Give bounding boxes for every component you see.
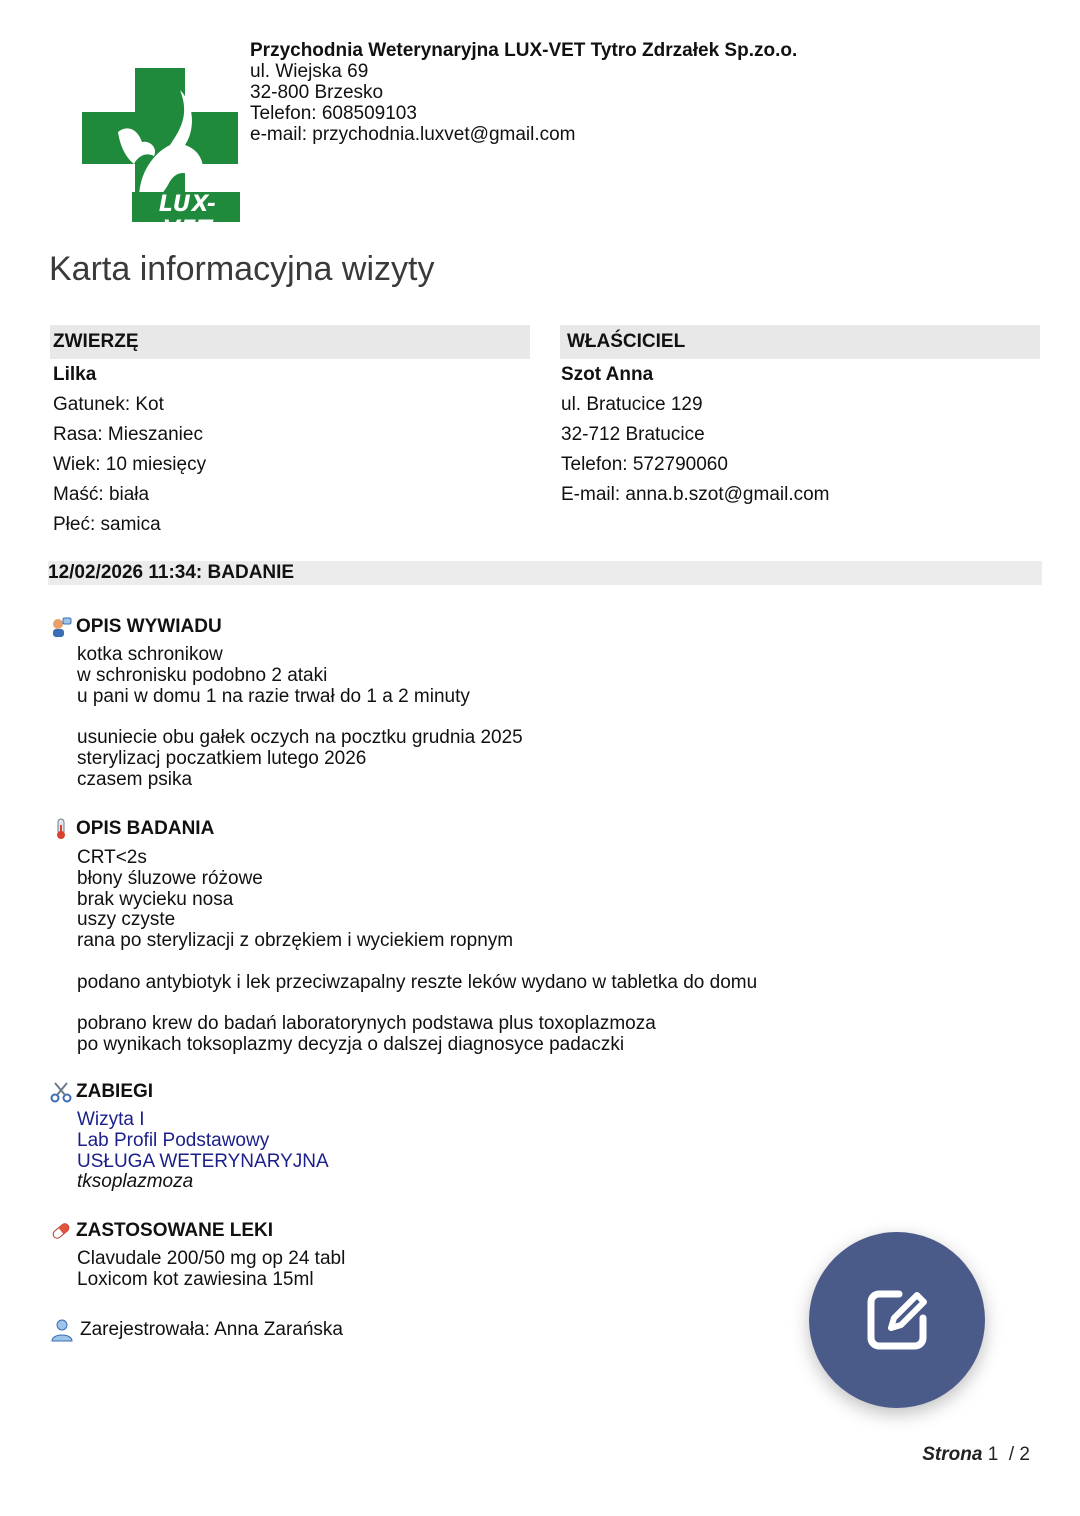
owner-phone: Telefon: 572790060 <box>561 454 728 475</box>
page-current: 1 <box>987 1444 999 1465</box>
drugs-heading: ZASTOSOWANE LEKI <box>76 1220 274 1241</box>
scissors-icon <box>50 1081 72 1103</box>
interview-line: usuniecie obu gałek oczych na pocztku grudnia 2025 <box>77 727 523 749</box>
page-separator: / <box>1008 1444 1015 1465</box>
interview-text <box>77 645 523 791</box>
user-icon <box>50 1318 74 1342</box>
procedures-list <box>77 1110 329 1193</box>
page-indicator <box>922 1444 1030 1466</box>
visit-header: 12/02/2026 11:34: BADANIE <box>48 561 1042 585</box>
interview-line: w schronisku podobno 2 ataki <box>77 664 328 686</box>
animal-age: Wiek: 10 miesięcy <box>53 454 207 475</box>
exam-line: podano antybiotyk i lek przeciwzapalny reszte leków wydano w tabletka do domu <box>77 971 758 993</box>
clinic-phone: Telefon: 608509103 <box>250 103 417 124</box>
exam-line: CRT<2s <box>77 847 147 868</box>
drugs-section-heading <box>50 1220 273 1242</box>
procedure-item: Lab Profil Podstawowy <box>77 1129 270 1151</box>
interview-heading: OPIS WYWIADU <box>76 616 222 637</box>
owner-details <box>561 362 830 512</box>
exam-line: brak wycieku nosa <box>77 888 234 910</box>
procedure-item: USŁUGA WETERYNARYJNA <box>77 1150 329 1172</box>
interview-line: czasem psika <box>77 768 193 790</box>
interview-section-heading <box>50 616 222 638</box>
animal-color: Maść: biała <box>53 484 150 505</box>
registered-by <box>50 1318 343 1342</box>
edit-button[interactable] <box>809 1232 985 1408</box>
animal-name: Lilka <box>53 364 97 385</box>
owner-city: 32-712 Bratucice <box>561 424 705 445</box>
animal-heading: ZWIERZĘ <box>50 325 530 359</box>
interview-icon <box>50 616 72 638</box>
page-title: Karta informacyjna wizyty <box>49 250 435 288</box>
clinic-email: e-mail: przychodnia.luxvet@gmail.com <box>250 124 576 145</box>
exam-line: po wynikach toksoplazmy decyzja o dalszej diagnosyce padaczki <box>77 1034 625 1056</box>
animal-sex: Płeć: samica <box>53 514 161 535</box>
procedure-item: Wizyta I <box>77 1109 145 1130</box>
animal-breed: Rasa: Mieszaniec <box>53 424 203 445</box>
exam-text <box>77 848 757 1056</box>
owner-street: ul. Bratucice 129 <box>561 394 703 415</box>
exam-section-heading <box>50 818 214 840</box>
logo-text: LUX-VET <box>158 192 218 242</box>
registered-text: Zarejestrowała: Anna Zarańska <box>80 1319 343 1340</box>
owner-name: Szot Anna <box>561 364 654 385</box>
clinic-city: 32-800 Brzesko <box>250 82 384 103</box>
drug-item: Clavudale 200/50 mg op 24 tabl <box>77 1248 346 1269</box>
owner-heading: WŁAŚCICIEL <box>560 325 1040 359</box>
interview-line: u pani w domu 1 na razie trwał do 1 a 2 minuty <box>77 685 470 707</box>
pill-icon <box>50 1220 72 1242</box>
drugs-list <box>77 1249 345 1291</box>
procedures-heading: ZABIEGI <box>76 1081 154 1102</box>
thermometer-icon <box>50 818 72 840</box>
exam-line: uszy czyste <box>77 909 176 931</box>
interview-line: sterylizacj poczatkiem lutego 2026 <box>77 747 367 769</box>
procedure-note: tksoplazmoza <box>77 1171 194 1193</box>
page-label: Strona <box>922 1444 983 1465</box>
animal-species: Gatunek: Kot <box>53 394 164 415</box>
exam-line: pobrano krew do badań laboratorynych podstawa plus toxoplazmoza <box>77 1013 656 1035</box>
page-total: 2 <box>1019 1444 1030 1465</box>
clinic-street: ul. Wiejska 69 <box>250 61 369 82</box>
owner-email: E-mail: anna.b.szot@gmail.com <box>561 484 830 505</box>
drug-item: Loxicom kot zawiesina 15ml <box>77 1268 314 1290</box>
interview-line: kotka schronikow <box>77 644 223 665</box>
edit-icon <box>861 1284 933 1356</box>
exam-line: rana po sterylizacji z obrzękiem i wyciekiem ropnym <box>77 930 514 952</box>
exam-line: błony śluzowe różowe <box>77 867 263 889</box>
clinic-info <box>250 40 797 145</box>
exam-heading: OPIS BADANIA <box>76 818 215 839</box>
clinic-name: Przychodnia Weterynaryjna LUX-VET Tytro Zdrzałek Sp.zo.o. <box>250 40 798 61</box>
clinic-logo <box>80 60 242 242</box>
animal-details <box>53 362 206 542</box>
procedures-section-heading <box>50 1081 153 1103</box>
